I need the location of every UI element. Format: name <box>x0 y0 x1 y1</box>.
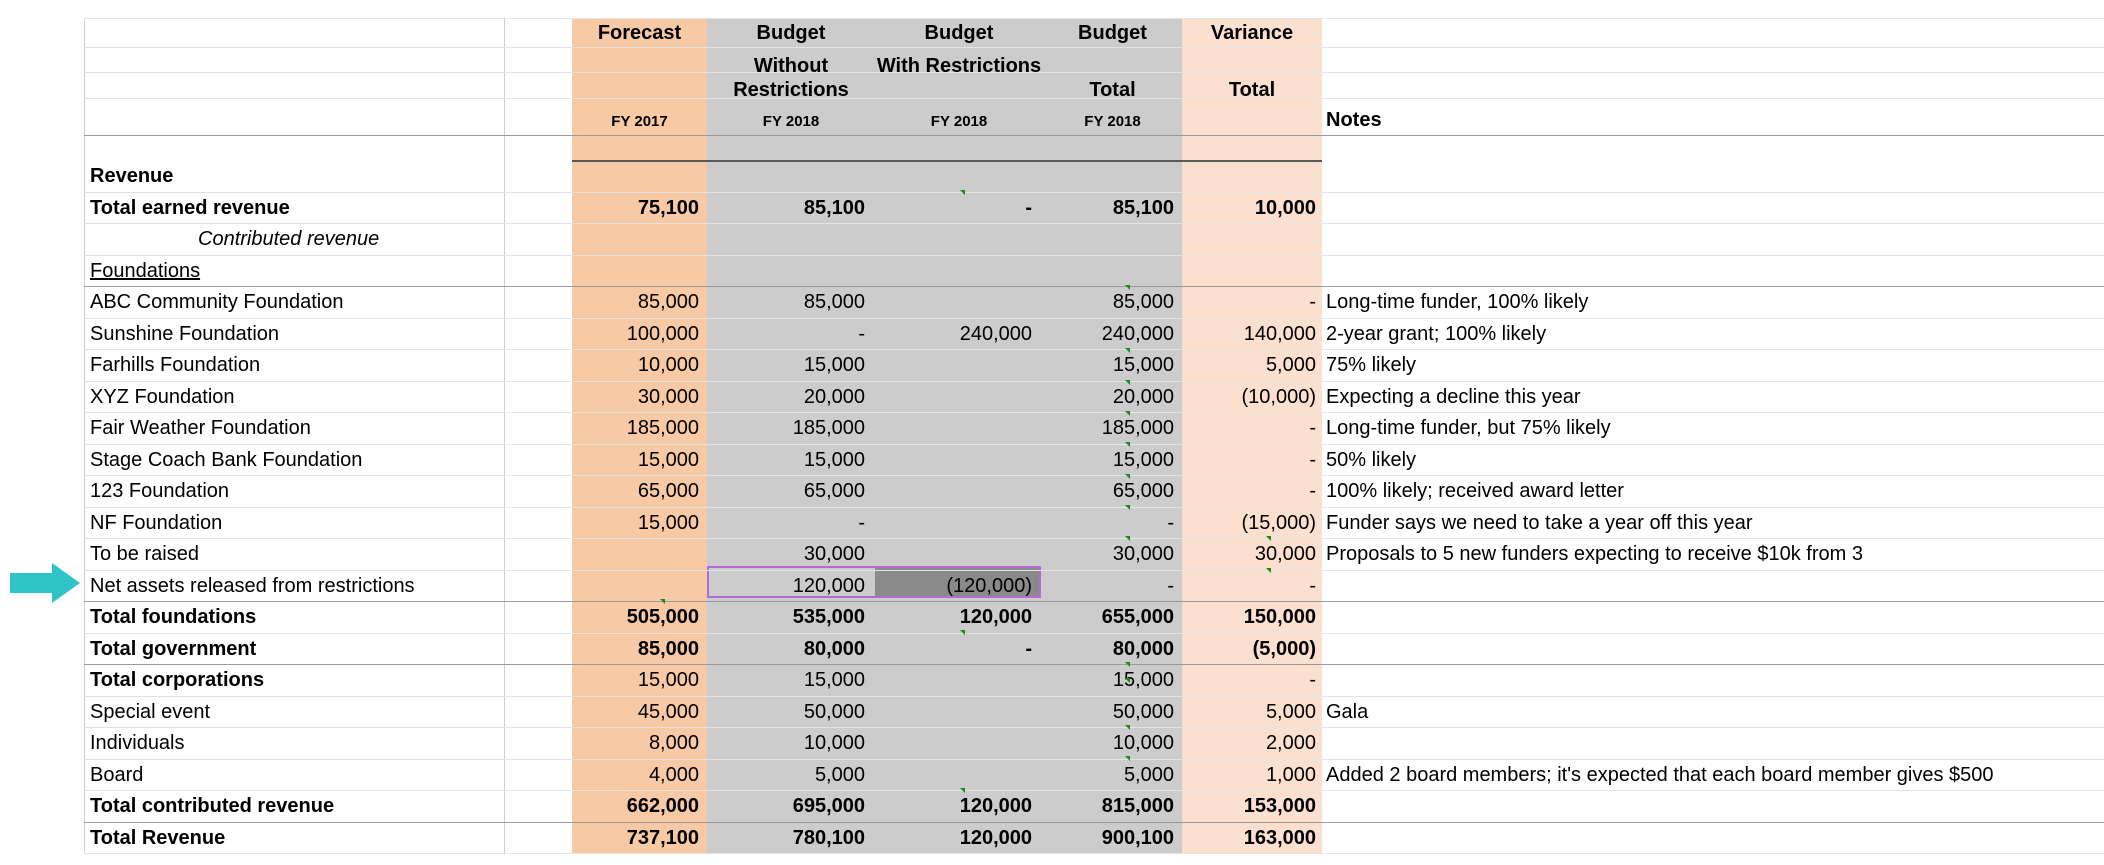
cell-forecast[interactable]: 85,000 <box>637 637 699 660</box>
cell-without[interactable]: 65,000 <box>803 480 865 502</box>
cell-with[interactable]: (120,000) <box>946 574 1032 597</box>
cell-without[interactable]: - <box>858 511 865 534</box>
header-budget-total-year: FY 2018 <box>1084 113 1141 130</box>
cell-without[interactable]: 15,000 <box>803 669 865 691</box>
cell-total[interactable]: 655,000 <box>1101 606 1174 628</box>
cell-variance[interactable]: 10,000 <box>1254 196 1316 219</box>
cell-total[interactable]: - <box>1167 511 1174 534</box>
comment-marker-icon <box>960 630 965 635</box>
row-label[interactable]: 123 Foundation <box>90 480 230 502</box>
cell-variance[interactable]: - <box>1309 417 1316 439</box>
row-label[interactable]: Total corporations <box>90 669 265 691</box>
cell-variance[interactable]: 2,000 <box>1265 732 1316 754</box>
row-note[interactable]: Long-time funder, but 75% likely <box>1326 417 1611 439</box>
row-label[interactable]: Contributed revenue <box>198 228 380 250</box>
cell-total[interactable]: 10,000 <box>1112 732 1174 754</box>
row-label[interactable]: Total foundations <box>90 606 257 628</box>
comment-marker-icon <box>1266 536 1271 541</box>
comment-marker-icon <box>1125 536 1130 541</box>
header-budget-without-title: Budget <box>756 22 826 44</box>
cell-forecast[interactable]: 30,000 <box>637 385 699 408</box>
cell-forecast[interactable]: 4,000 <box>648 763 699 786</box>
cell-total[interactable]: 900,100 <box>1101 826 1174 849</box>
row-label[interactable]: Fair Weather Foundation <box>90 417 311 439</box>
row-label[interactable]: Stage Coach Bank Foundation <box>90 448 363 471</box>
cell-with[interactable]: 240,000 <box>959 322 1032 345</box>
row-label[interactable]: Individuals <box>90 732 185 754</box>
cell-variance[interactable]: 140,000 <box>1243 322 1316 345</box>
row-label[interactable]: ABC Community Foundation <box>90 291 344 313</box>
cell-variance[interactable]: (10,000) <box>1241 385 1316 408</box>
cell-without[interactable]: 15,000 <box>803 354 865 376</box>
cell-total[interactable]: 85,100 <box>1112 196 1174 219</box>
comment-marker-icon <box>1125 505 1130 510</box>
cell-variance[interactable]: 1,000 <box>1265 763 1316 786</box>
cell-total[interactable]: 50,000 <box>1112 700 1174 723</box>
cell-variance[interactable]: 5,000 <box>1265 354 1316 376</box>
cell-without[interactable]: 85,000 <box>803 291 865 313</box>
row-label[interactable]: NF Foundation <box>90 511 223 534</box>
row-note[interactable]: Gala <box>1326 700 1369 723</box>
cell-forecast[interactable]: 75,100 <box>637 196 699 219</box>
header-variance-sub: Total <box>1228 79 1276 101</box>
cell-with[interactable]: 120,000 <box>959 606 1032 628</box>
row-label[interactable]: Net assets released from restrictions <box>90 574 415 597</box>
comment-marker-icon <box>960 788 965 793</box>
cell-forecast[interactable]: 662,000 <box>626 795 699 817</box>
row-note[interactable]: Funder says we need to take a year off this year <box>1326 511 1753 534</box>
cell-total[interactable]: 15,000 <box>1112 669 1174 691</box>
header-budget-without-sub: Without Restrictions <box>733 55 849 101</box>
header-forecast-title: Forecast <box>597 22 682 44</box>
cell-total[interactable]: 240,000 <box>1101 322 1174 345</box>
header-variance-title: Variance <box>1210 22 1294 44</box>
row-label[interactable]: Farhills Foundation <box>90 354 261 376</box>
cell-without[interactable]: 85,100 <box>803 196 865 219</box>
cell-without[interactable]: 80,000 <box>803 637 865 660</box>
cell-forecast[interactable]: 185,000 <box>626 417 699 439</box>
cell-total[interactable]: 15,000 <box>1112 354 1174 376</box>
row-note[interactable]: 50% likely <box>1326 448 1417 471</box>
cell-with[interactable]: 120,000 <box>959 826 1032 849</box>
comment-marker-icon <box>1125 442 1130 447</box>
cell-total[interactable]: 20,000 <box>1112 385 1174 408</box>
cell-without[interactable]: 30,000 <box>803 543 865 565</box>
row-label[interactable]: XYZ Foundation <box>90 385 235 408</box>
header-budget-with-title: Budget <box>924 22 994 44</box>
cell-forecast[interactable]: 8,000 <box>648 732 699 754</box>
comment-marker-icon <box>1125 348 1130 353</box>
row-note[interactable]: Added 2 board members; it's expected that each board member gives $500 <box>1326 763 1994 786</box>
cell-without[interactable]: 695,000 <box>792 795 865 817</box>
comment-marker-icon <box>660 599 665 604</box>
cell-total[interactable]: 15,000 <box>1112 448 1174 471</box>
cell-variance[interactable]: 150,000 <box>1243 606 1316 628</box>
comment-marker-icon <box>1125 662 1130 667</box>
cell-without[interactable]: 780,100 <box>792 826 865 849</box>
row-note[interactable]: 2-year grant; 100% likely <box>1326 322 1547 345</box>
row-label[interactable]: Foundations <box>90 259 201 282</box>
row-note[interactable]: Proposals to 5 new funders expecting to receive $10k from 3 <box>1326 543 1863 565</box>
cell-total[interactable]: 5,000 <box>1123 763 1174 786</box>
comment-marker-icon <box>1125 411 1130 416</box>
cell-without[interactable]: 535,000 <box>792 606 865 628</box>
comment-marker-icon <box>960 190 965 195</box>
row-label[interactable]: To be raised <box>90 543 199 565</box>
cell-forecast[interactable]: 10,000 <box>637 354 699 376</box>
header-budget-without-year: FY 2018 <box>762 113 820 130</box>
row-label[interactable]: Revenue <box>90 165 174 187</box>
row-label[interactable]: Total Revenue <box>90 826 226 849</box>
comment-marker-icon <box>1266 568 1271 573</box>
cell-without[interactable]: - <box>858 322 865 345</box>
row-note[interactable]: Long-time funder, 100% likely <box>1326 291 1589 313</box>
cell-forecast[interactable]: 15,000 <box>637 669 699 691</box>
cell-variance[interactable]: (5,000) <box>1252 637 1316 660</box>
row-label[interactable]: Special event <box>90 700 211 723</box>
cell-variance[interactable]: - <box>1309 291 1316 313</box>
cell-forecast[interactable]: 100,000 <box>626 322 699 345</box>
cell-total[interactable]: - <box>1167 574 1174 597</box>
row-label[interactable]: Total earned revenue <box>90 196 290 219</box>
cell-without[interactable]: 5,000 <box>814 763 865 786</box>
cell-total[interactable]: 815,000 <box>1101 795 1174 817</box>
cell-variance[interactable]: - <box>1309 448 1316 471</box>
cell-forecast[interactable]: 505,000 <box>626 606 699 628</box>
cell-with[interactable]: - <box>1025 637 1032 660</box>
cell-forecast[interactable]: 45,000 <box>637 700 699 723</box>
row-note[interactable]: 75% likely <box>1326 354 1417 376</box>
cell-without[interactable]: 120,000 <box>792 574 865 597</box>
cell-without[interactable]: 20,000 <box>803 385 865 408</box>
row-label[interactable]: Total contributed revenue <box>90 795 335 817</box>
row-label[interactable]: Total government <box>90 637 257 660</box>
cell-forecast[interactable]: 737,100 <box>626 826 699 849</box>
cell-variance[interactable]: 163,000 <box>1243 826 1316 849</box>
header-budget-with-sub: With Restrictions <box>876 55 1042 77</box>
row-note[interactable]: Expecting a decline this year <box>1326 385 1581 408</box>
row-note[interactable]: 100% likely; received award letter <box>1326 480 1624 502</box>
cell-without[interactable]: 185,000 <box>792 417 865 439</box>
cell-without[interactable]: 15,000 <box>803 448 865 471</box>
arrow-right-icon <box>10 563 80 603</box>
cell-variance[interactable]: 5,000 <box>1265 700 1316 723</box>
cell-total[interactable]: 30,000 <box>1112 543 1174 565</box>
header-notes-title: Notes <box>1326 109 1382 131</box>
cell-without[interactable]: 50,000 <box>803 700 865 723</box>
cell-variance[interactable]: - <box>1309 480 1316 502</box>
row-label[interactable]: Sunshine Foundation <box>90 322 280 345</box>
header-budget-total-title: Budget <box>1078 22 1147 44</box>
cell-variance[interactable]: - <box>1309 669 1316 691</box>
cell-variance[interactable]: (15,000) <box>1241 511 1316 534</box>
cell-with[interactable]: 120,000 <box>959 795 1032 817</box>
cell-total[interactable]: 65,000 <box>1112 480 1174 502</box>
comment-marker-icon <box>1125 725 1130 730</box>
row-label[interactable]: Board <box>90 763 144 786</box>
cell-variance[interactable]: - <box>1309 574 1316 597</box>
header-forecast-year: FY 2017 <box>611 113 668 130</box>
header-budget-total-sub: Total <box>1089 79 1136 101</box>
cell-forecast[interactable]: 15,000 <box>637 448 699 471</box>
cell-variance[interactable]: 30,000 <box>1254 543 1316 565</box>
cell-variance[interactable]: 153,000 <box>1243 795 1316 817</box>
comment-marker-icon <box>1125 474 1130 479</box>
comment-marker-icon <box>1125 678 1130 683</box>
cell-forecast[interactable]: 15,000 <box>637 511 699 534</box>
comment-marker-icon <box>1125 756 1130 761</box>
cell-total[interactable]: 185,000 <box>1101 417 1174 439</box>
comment-marker-icon <box>1125 380 1130 385</box>
cell-without[interactable]: 10,000 <box>803 732 865 754</box>
comment-marker-icon <box>1125 285 1130 290</box>
spreadsheet <box>84 18 2104 854</box>
header-budget-with-year: FY 2018 <box>930 113 988 130</box>
cell-total[interactable]: 80,000 <box>1112 637 1174 660</box>
cell-total[interactable]: 85,000 <box>1112 291 1174 313</box>
cell-forecast[interactable]: 85,000 <box>637 291 699 313</box>
cell-forecast[interactable]: 65,000 <box>637 480 699 502</box>
cell-with[interactable]: - <box>1025 196 1032 219</box>
